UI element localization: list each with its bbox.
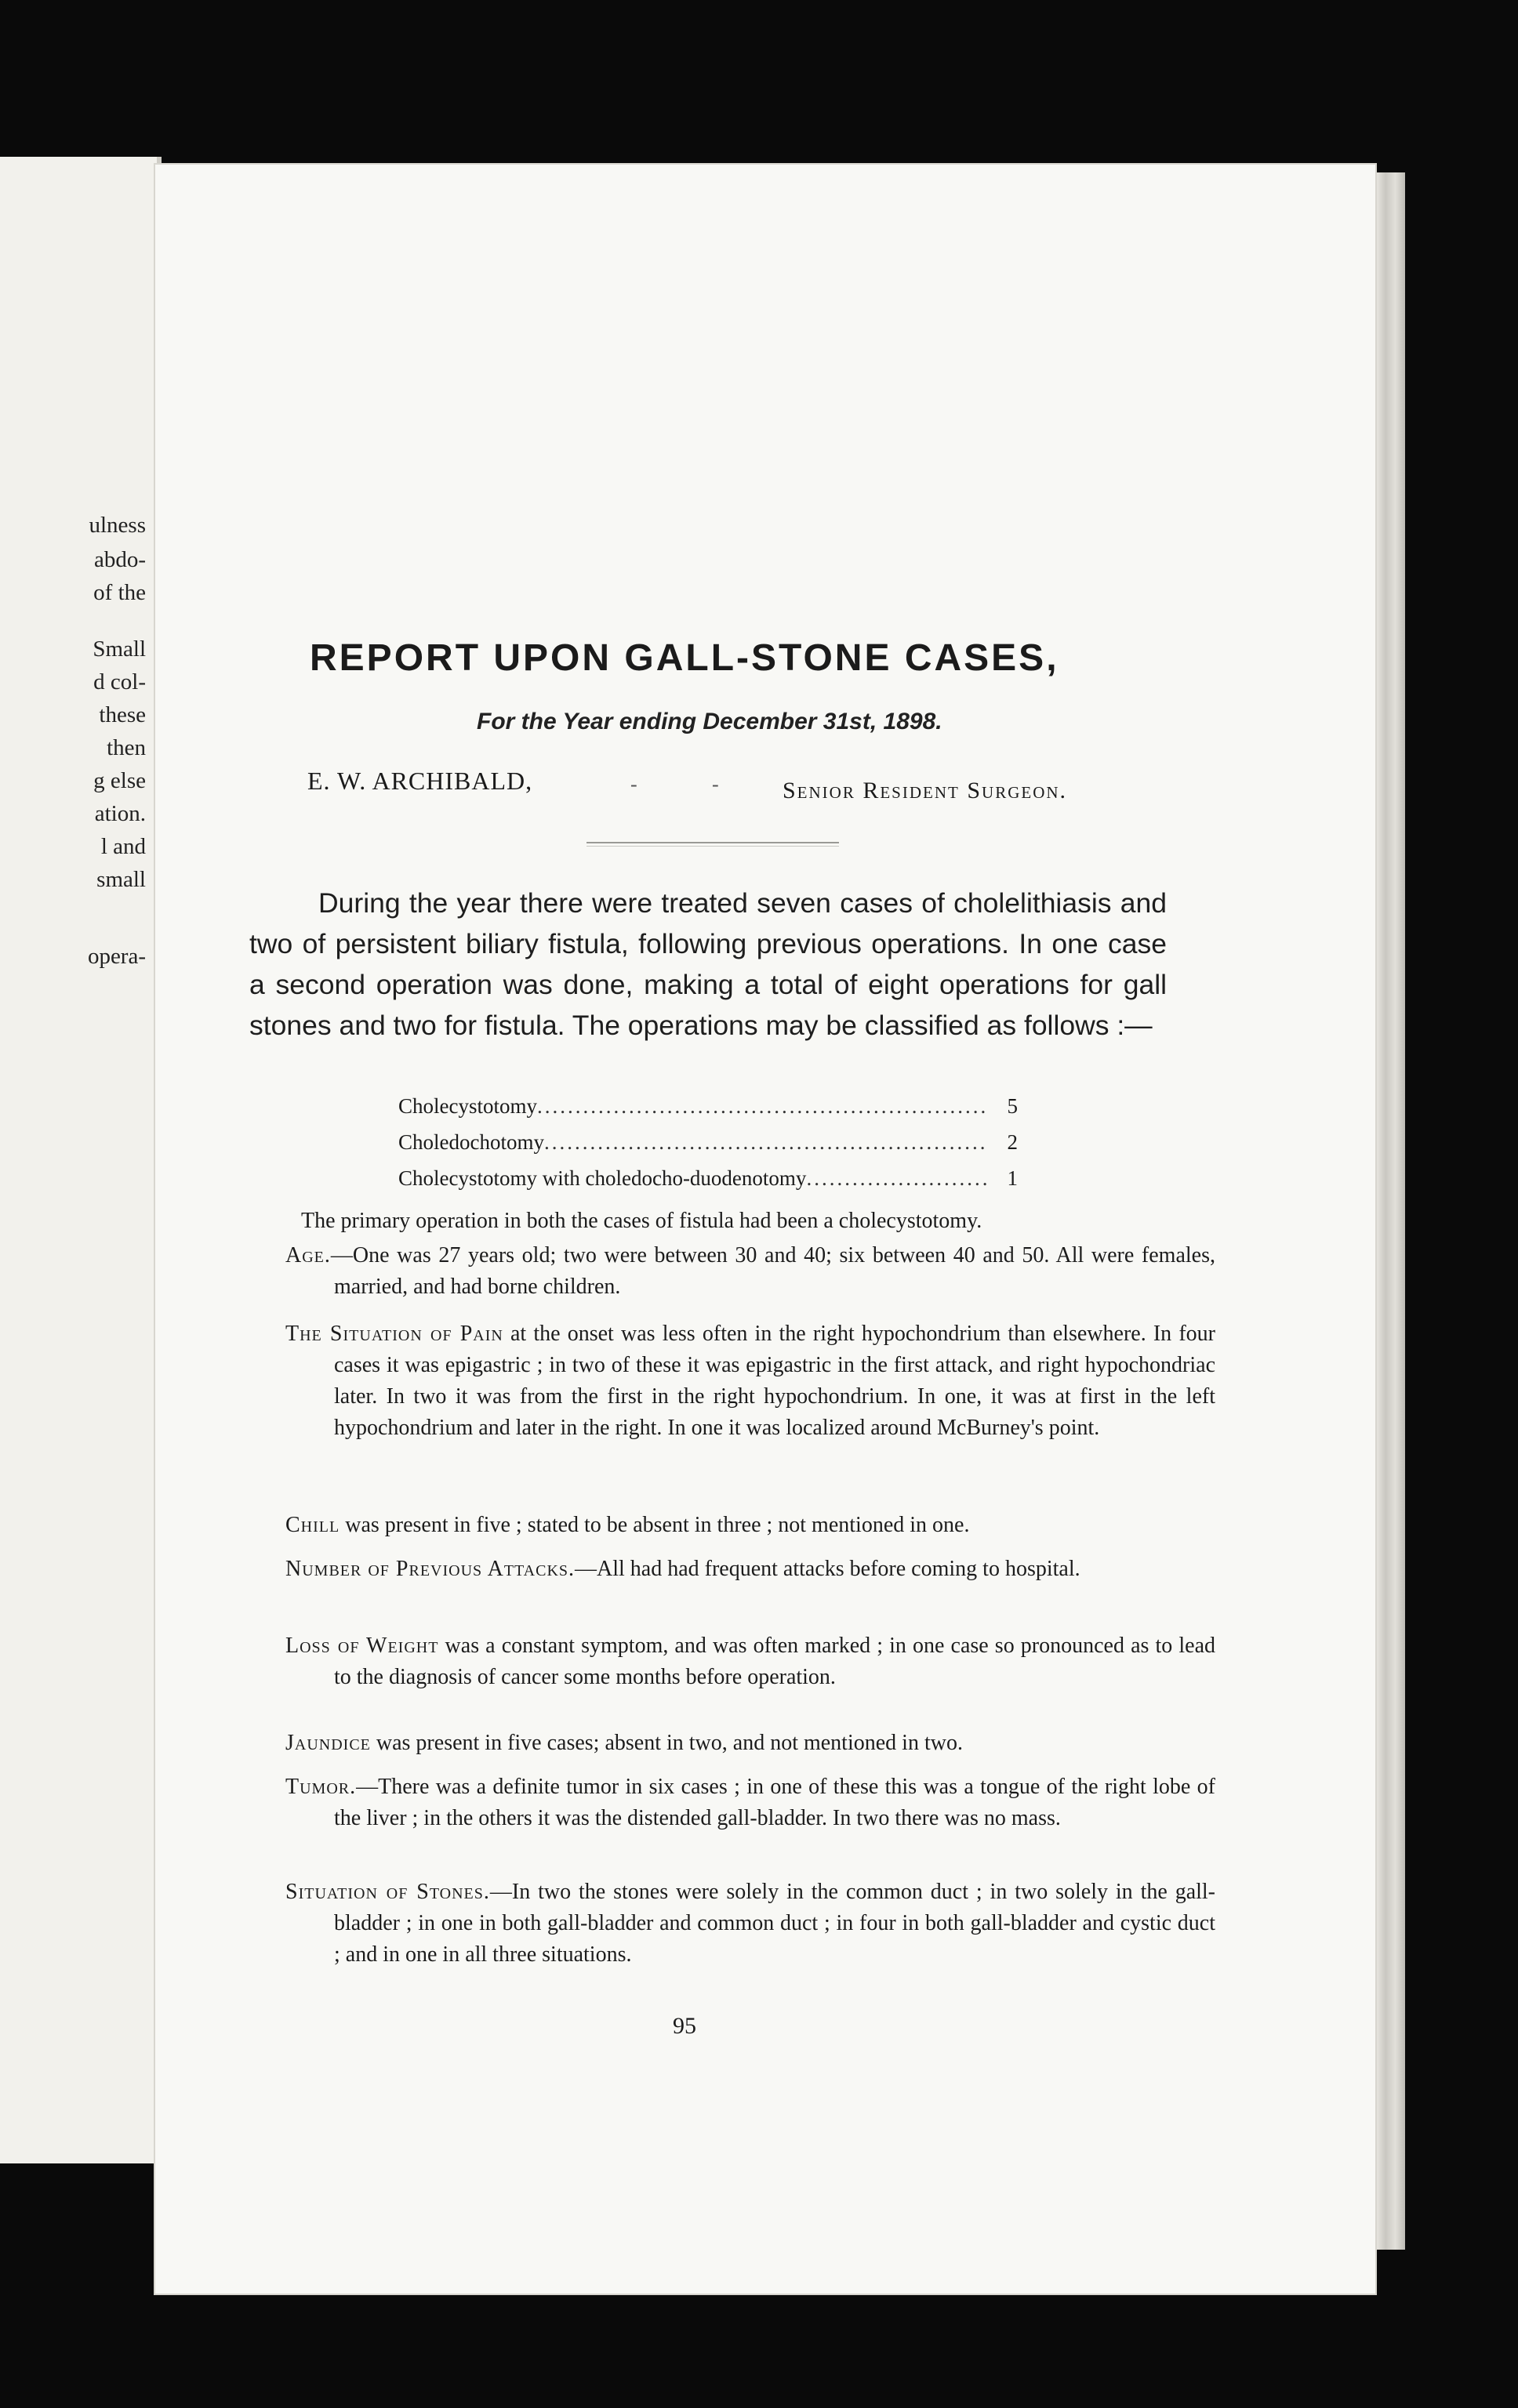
report-subtitle: For the Year ending December 31st, 1898. <box>477 709 942 734</box>
finding-situation-of-stones <box>285 1877 1215 1971</box>
facing-page-text: ation. <box>94 801 146 826</box>
operations-list <box>398 1088 1018 1196</box>
operation-row <box>398 1088 1018 1124</box>
finding-loss-of-weight <box>285 1630 1215 1693</box>
finding-heading: Situation of Stones. <box>285 1880 490 1904</box>
facing-page-text: l and <box>100 834 146 859</box>
finding-heading: Jaundice <box>285 1731 371 1755</box>
finding-heading: The Situation of Pain <box>285 1322 503 1346</box>
dot-leader <box>544 1124 986 1160</box>
finding-chill <box>285 1510 1215 1541</box>
page-number: 95 <box>673 2013 696 2039</box>
finding-text: was a constant symptom, and was often marked ; in one case so pronounced as to lead to the diagnosis of cancer some months before operation. <box>334 1634 1215 1689</box>
facing-page-text: opera- <box>87 944 146 969</box>
facing-page-text: d col- <box>93 669 146 694</box>
intro-paragraph: During the year there were treated seven cases of cholelithiasis and two of persistent biliary fistula, following previous operations. In one case a second operation was done, making a total of eight operations for gall stones and two for fistula. The operations may be classified as follows :— <box>249 887 1167 1041</box>
facing-page-text: abdo- <box>93 547 146 572</box>
operation-count: 5 <box>1007 1094 1018 1118</box>
finding-heading: Chill <box>285 1513 340 1537</box>
facing-page-text: of the <box>93 580 146 605</box>
finding-text: —There was a definite tumor in six cases ; in one of these this was a tongue of the right lobe of the liver ; in the others it was the distended gall-bladder. In two there was no mass. <box>334 1775 1215 1830</box>
separator-dash: - <box>712 773 719 796</box>
primary-operation-note: The primary operation in both the cases of fistula had been a cholecystotomy. <box>301 1209 982 1233</box>
operation-count: 1 <box>1007 1166 1018 1190</box>
operation-row <box>398 1160 1018 1196</box>
facing-page-text: ulness <box>89 513 146 538</box>
dot-leader <box>537 1088 986 1124</box>
finding-situation-of-pain <box>285 1318 1215 1444</box>
decorative-rule <box>586 842 839 847</box>
facing-page-fragment <box>0 157 162 2163</box>
facing-page-text: Small <box>93 636 146 662</box>
finding-age <box>285 1240 1215 1303</box>
operation-name: Cholecystotomy <box>398 1094 537 1118</box>
facing-page-text: then <box>107 735 146 760</box>
finding-text: —One was 27 years old; two were between 30 and 40; six between 40 and 50. All were females, married, and had borne children. <box>330 1243 1215 1299</box>
operation-count: 2 <box>1007 1130 1018 1154</box>
author-role: Senior Resident Surgeon. <box>783 778 1068 803</box>
finding-text: at the onset was less often in the right hypochondrium than elsewhere. In four cases it was epigastric ; in two of these it was epigastric in the first attack, and right hypochondriac later. In two it was from the first in the right hypochondrium. In one, it was at first in the left hypochondrium and later in the right. In one it was localized around McBurney's point. <box>334 1322 1215 1440</box>
operation-row <box>398 1124 1018 1160</box>
finding-jaundice <box>285 1728 1215 1759</box>
finding-text: —All had had frequent attacks before coming to hospital. <box>575 1557 1080 1581</box>
finding-text: —In two the stones were solely in the common duct ; in two solely in the gall-bladder ; in one in both gall-bladder and common duct ; in four in both gall-bladder and cystic duct ; and in one in all three situations. <box>334 1880 1215 1967</box>
dot-leader <box>806 1160 986 1196</box>
finding-heading: Number of Previous Attacks. <box>285 1557 576 1581</box>
finding-text: was present in five ; stated to be absent in three ; not mentioned in one. <box>340 1513 970 1537</box>
finding-heading: Loss of Weight <box>285 1634 439 1658</box>
finding-text: was present in five cases; absent in two, and not mentioned in two. <box>370 1731 963 1755</box>
author-name: E. W. ARCHIBALD, <box>307 767 533 795</box>
finding-heading: Tumor. <box>285 1775 357 1799</box>
operation-name: Cholecystotomy with choledocho-duodenotomy <box>398 1166 807 1190</box>
facing-page-text: these <box>99 702 146 727</box>
finding-tumor <box>285 1772 1215 1834</box>
facing-page-text: g else <box>93 768 146 793</box>
report-title: REPORT UPON GALL-STONE CASES, <box>310 637 1059 679</box>
facing-page-text: small <box>96 867 146 892</box>
separator-dash: - <box>630 773 637 796</box>
finding-heading: Age. <box>285 1243 331 1267</box>
operation-name: Choledochotomy <box>398 1130 544 1154</box>
finding-previous-attacks <box>285 1554 1215 1585</box>
